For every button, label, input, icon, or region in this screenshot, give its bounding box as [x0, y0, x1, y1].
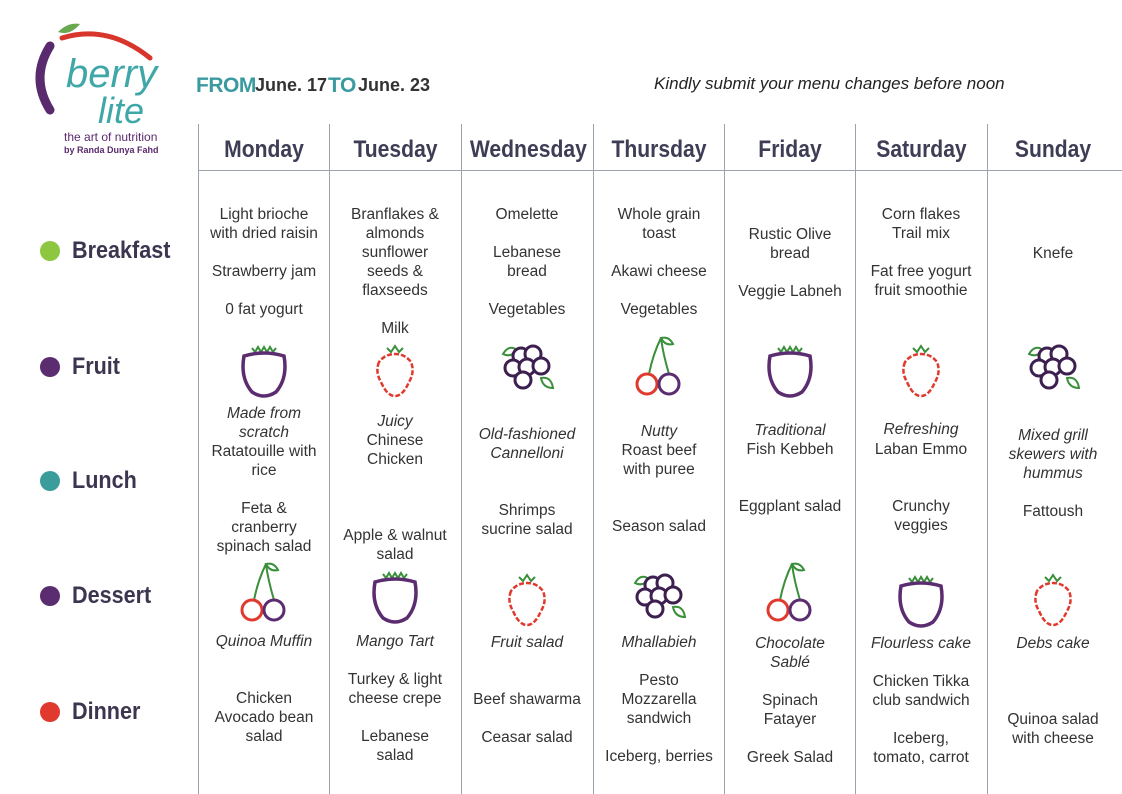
meal-label: Lunch [72, 467, 137, 494]
menu-line: Vegetables [488, 301, 566, 318]
dinner-cell-tuesday [330, 670, 460, 765]
submission-notice: Kindly submit your menu changes before noon [654, 74, 1005, 93]
menu-line [856, 710, 986, 729]
menu-line: Whole grain [617, 206, 701, 223]
dinner-cell-monday [199, 689, 329, 746]
menu-line: cranberry [231, 519, 297, 536]
menu-line: Quinoa salad [1007, 711, 1099, 728]
menu-line: with cheese [1012, 730, 1094, 747]
dinner-cell-friday [725, 691, 855, 767]
dessert-cell-tuesday [330, 632, 460, 651]
menu-line [725, 263, 855, 282]
menu-line: Corn flakes [881, 206, 961, 223]
cherry-icon [758, 560, 822, 624]
lunch-cell-wednesday [462, 463, 592, 539]
menu-line: rice [251, 462, 277, 479]
menu-line: seeds & [366, 263, 423, 280]
brand-name-top: berry [66, 52, 158, 96]
meal-row-breakfast [40, 236, 181, 266]
menu-line: Akawi cheese [611, 263, 707, 280]
menu-line: Trail mix [892, 225, 950, 242]
menu-line: Pesto [639, 672, 679, 689]
lunch-dot-icon [40, 471, 60, 491]
day-header-wednesday: Wednesday [469, 136, 587, 163]
menu-line [988, 483, 1118, 502]
raspberry-icon [495, 567, 559, 631]
from-date: June. 17 [255, 75, 328, 95]
menu-line: Eggplant salad [738, 498, 842, 515]
fruit-dot-icon [40, 357, 60, 377]
header-divider [198, 170, 1122, 171]
lunch-highlight-saturday [856, 420, 986, 439]
plum-icon [758, 338, 822, 402]
lunch-cell-monday [199, 442, 329, 556]
menu-line [199, 243, 329, 262]
dinner-cell-thursday [594, 671, 724, 766]
raspberry-icon [1021, 567, 1085, 631]
menu-line [462, 224, 592, 243]
menu-line: Beef shawarma [473, 691, 581, 708]
menu-line: toast [642, 225, 676, 242]
meal-row-lunch [40, 466, 144, 496]
meal-label: Breakfast [72, 237, 171, 264]
menu-line [594, 479, 724, 498]
menu-line: sandwich [626, 710, 692, 727]
menu-line: Branflakes & [351, 206, 439, 223]
menu-line: Flourless cake [871, 635, 971, 652]
meal-row-dessert [40, 581, 160, 611]
to-date: June. 23 [358, 75, 431, 95]
menu-line: club sandwich [872, 692, 970, 709]
menu-line: Omelette [495, 206, 559, 223]
menu-line: Fish Kebbeh [746, 441, 834, 458]
dinner-cell-saturday [856, 672, 986, 767]
menu-line: skewers with [1008, 446, 1098, 463]
lunch-cell-friday [725, 440, 855, 516]
meal-label: Dessert [72, 582, 152, 609]
menu-line: scratch [239, 424, 289, 441]
plum-icon [889, 568, 953, 632]
menu-line: spinach salad [216, 538, 312, 555]
dessert-cell-wednesday [462, 633, 592, 652]
menu-line: Fatayer [763, 711, 817, 728]
menu-line: Turkey & light [347, 671, 443, 688]
menu-line: Chicken [367, 451, 423, 468]
lunch-cell-sunday [988, 483, 1118, 521]
menu-line [594, 498, 724, 517]
lunch-highlight-wednesday [462, 425, 592, 463]
breakfast-cell-sunday [988, 244, 1118, 263]
menu-line [856, 243, 986, 262]
menu-line: Quinoa Muffin [215, 633, 313, 650]
menu-line: Knefe [1032, 245, 1074, 262]
day-header-saturday: Saturday [876, 136, 967, 163]
dinner-cell-sunday [988, 710, 1118, 748]
menu-line: fruit smoothie [874, 282, 968, 299]
menu-line: Traditional [754, 422, 826, 439]
menu-line: Chicken [236, 690, 292, 707]
menu-line: Lebanese [492, 244, 562, 261]
menu-line: Cannelloni [490, 445, 564, 462]
lunch-highlight-thursday [594, 422, 724, 441]
lunch-cell-thursday [594, 441, 724, 536]
menu-line: veggies [894, 517, 948, 534]
menu-line [856, 478, 986, 497]
menu-line: Made from [226, 405, 302, 422]
menu-line: Fruit salad [490, 634, 564, 651]
breakfast-cell-friday [725, 225, 855, 301]
menu-line [725, 729, 855, 748]
breakfast-cell-thursday [594, 205, 724, 319]
lunch-cell-saturday [856, 440, 986, 535]
menu-line: Sablé [770, 654, 810, 671]
breakfast-cell-saturday [856, 205, 986, 300]
menu-line [725, 478, 855, 497]
lunch-highlight-tuesday [330, 412, 460, 431]
menu-line: Chicken Tikka [872, 673, 970, 690]
menu-line: bread [507, 263, 547, 280]
menu-line: 0 fat yogurt [225, 301, 303, 318]
menu-line: Refreshing [883, 421, 959, 438]
menu-line [594, 728, 724, 747]
menu-line: Iceberg, berries [605, 748, 713, 765]
menu-line: sunflower [361, 244, 429, 261]
menu-line: Apple & walnut [343, 527, 447, 544]
dinner-cell-wednesday [462, 690, 592, 747]
menu-line: Fattoush [1022, 503, 1084, 520]
plum-icon [363, 564, 427, 628]
menu-line: Nutty [640, 423, 678, 440]
menu-line: Mango Tart [356, 633, 434, 650]
menu-line [856, 459, 986, 478]
menu-line: Shrimps [498, 502, 556, 519]
cherry-icon [232, 560, 296, 624]
dessert-cell-thursday [594, 633, 724, 652]
day-header-thursday: Thursday [611, 136, 707, 163]
menu-line: tomato, carrot [873, 749, 969, 766]
menu-line: Milk [381, 320, 409, 337]
day-header-sunday: Sunday [1014, 136, 1092, 163]
dinner-dot-icon [40, 702, 60, 722]
plum-icon [232, 338, 296, 402]
dessert-cell-friday [725, 634, 855, 672]
menu-line: with dried raisin [210, 225, 318, 242]
dessert-cell-sunday [988, 634, 1118, 653]
menu-line: Mixed grill [1018, 427, 1088, 444]
menu-line: cheese crepe [348, 690, 442, 707]
menu-line: Season salad [612, 518, 706, 535]
menu-line [199, 281, 329, 300]
menu-line: Lebanese [360, 728, 430, 745]
blueberry-icon [1021, 334, 1085, 398]
menu-line [330, 507, 460, 526]
menu-line: bread [770, 245, 810, 262]
from-label: FROM [196, 74, 256, 97]
dessert-dot-icon [40, 586, 60, 606]
breakfast-cell-monday [199, 205, 329, 319]
menu-line: hummus [1023, 465, 1083, 482]
menu-line: Roast beef [621, 442, 697, 459]
menu-line: Crunchy [892, 498, 950, 515]
menu-line: salad [245, 728, 283, 745]
day-header-friday: Friday [758, 136, 822, 163]
brand-author: by Randa Dunya Fahd [64, 145, 159, 155]
blueberry-icon [627, 563, 691, 627]
menu-line: Strawberry jam [211, 263, 317, 280]
menu-line: Light brioche [219, 206, 309, 223]
menu-line: Greek Salad [746, 749, 834, 766]
breakfast-cell-wednesday [462, 205, 592, 319]
lunch-highlight-friday [725, 421, 855, 440]
menu-line: Avocado bean [214, 709, 314, 726]
menu-line: Mozzarella [621, 691, 697, 708]
menu-line [462, 463, 592, 482]
menu-line: Ceasar salad [481, 729, 573, 746]
day-header-monday: Monday [224, 136, 304, 163]
to-label: TO [328, 74, 356, 97]
blueberry-icon [495, 334, 559, 398]
dessert-cell-saturday [856, 634, 986, 653]
menu-line: Chocolate [755, 635, 825, 652]
cherry-icon [627, 334, 691, 398]
lunch-cell-tuesday [330, 431, 460, 564]
menu-line: Vegetables [620, 301, 698, 318]
menu-line [199, 480, 329, 499]
menu-line [330, 469, 460, 488]
raspberry-icon [889, 338, 953, 402]
menu-line: Rustic Olive [748, 226, 832, 243]
breakfast-dot-icon [40, 241, 60, 261]
lunch-highlight-monday [199, 404, 329, 442]
menu-line [594, 281, 724, 300]
menu-line [330, 488, 460, 507]
menu-line: Laban Emmo [874, 441, 968, 458]
menu-line: Spinach [761, 692, 818, 709]
meal-row-dinner [40, 697, 148, 727]
meal-label: Fruit [72, 353, 120, 380]
brand-logo [28, 18, 198, 168]
dessert-cell-monday [199, 632, 329, 651]
menu-line: salad [376, 747, 414, 764]
day-header-tuesday: Tuesday [353, 136, 438, 163]
menu-line [594, 243, 724, 262]
menu-line: flaxseeds [362, 282, 428, 299]
menu-line: Ratatouille with [211, 443, 317, 460]
menu-line: salad [376, 546, 414, 563]
menu-line [330, 300, 460, 319]
menu-line: Veggie Labneh [738, 283, 842, 300]
menu-line: Debs cake [1016, 635, 1090, 652]
lunch-highlight-sunday [988, 426, 1118, 483]
menu-line [725, 459, 855, 478]
menu-line [462, 482, 592, 501]
menu-line: Fat free yogurt [870, 263, 972, 280]
meal-row-fruit [40, 352, 125, 382]
menu-line: Old-fashioned [478, 426, 576, 443]
menu-line [462, 709, 592, 728]
menu-line [462, 281, 592, 300]
menu-line: sucrine salad [481, 521, 573, 538]
raspberry-icon [363, 338, 427, 402]
menu-line: Juicy [377, 413, 413, 430]
brand-name-bottom: lite [98, 90, 145, 131]
menu-line: Chinese [366, 432, 424, 449]
meal-label: Dinner [72, 698, 141, 725]
menu-line [330, 708, 460, 727]
breakfast-cell-tuesday [330, 205, 460, 338]
menu-line: with puree [623, 461, 695, 478]
brand-tagline: the art of nutrition [64, 130, 158, 144]
menu-line: Iceberg, [892, 730, 949, 747]
menu-line: Mhallabieh [621, 634, 697, 651]
menu-line: almonds [365, 225, 425, 242]
menu-line: Feta & [241, 500, 287, 517]
